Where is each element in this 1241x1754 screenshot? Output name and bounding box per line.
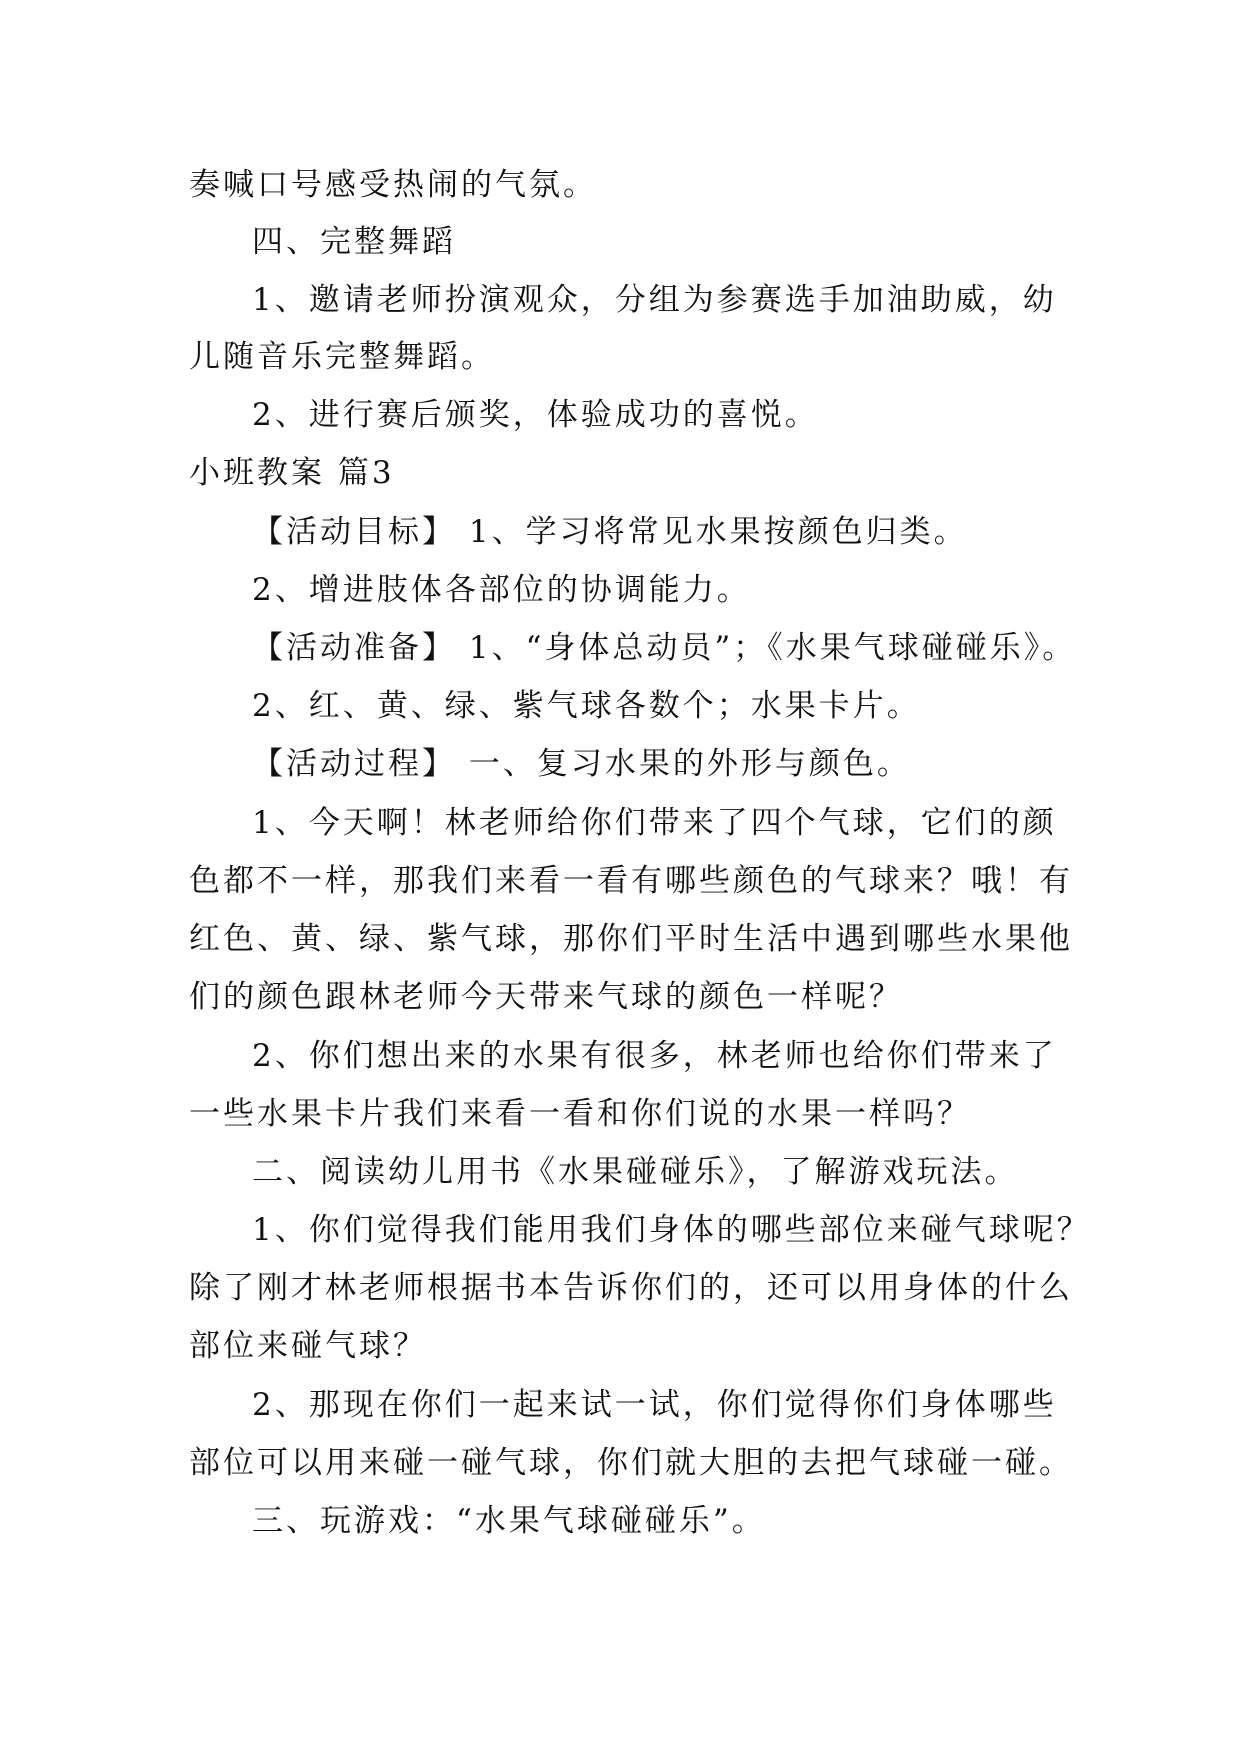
paragraph-line: 部位来碰气球？	[189, 1328, 427, 1364]
paragraph-line: 儿随音乐完整舞蹈。	[189, 339, 495, 375]
paragraph-line: 【活动准备】 1、“身体总动员”；《水果气球碰碰乐》。	[252, 630, 1077, 666]
paragraph-line: 2、进行赛后颁奖，体验成功的喜悦。	[252, 397, 819, 433]
section-heading: 四、完整舞蹈	[252, 224, 456, 260]
section-heading: 三、玩游戏：“水果气球碰碰乐”。	[252, 1503, 766, 1539]
paragraph-line: 部位可以用来碰一碰气球，你们就大胆的去把气球碰一碰。	[189, 1445, 1073, 1481]
paragraph-line: 红色、黄、绿、紫气球，那你们平时生活中遇到哪些水果他	[189, 921, 1073, 957]
paragraph-line: 1、你们觉得我们能用我们身体的哪些部位来碰气球呢？	[252, 1212, 1091, 1248]
section-heading: 二、阅读幼儿用书《水果碰碰乐》，了解游戏玩法。	[252, 1154, 1019, 1190]
paragraph-line: 2、红、黄、绿、紫气球各数个；水果卡片。	[252, 688, 921, 724]
paragraph-line: 2、你们想出来的水果有很多，林老师也给你们带来了	[252, 1038, 1057, 1074]
paragraph-line: 色都不一样，那我们来看一看有哪些颜色的气球来？哦！有	[189, 863, 1073, 899]
paragraph-line: 一些水果卡片我们来看一看和你们说的水果一样吗？	[189, 1096, 971, 1132]
paragraph-line: 【活动目标】 1、学习将常见水果按颜色归类。	[252, 514, 968, 550]
paragraph-line: 2、那现在你们一起来试一试，你们觉得你们身体哪些	[252, 1387, 1057, 1423]
paragraph-line: 2、增进肢体各部位的协调能力。	[252, 572, 751, 608]
article-title: 小班教案 篇3	[189, 455, 395, 491]
paragraph-line: 除了刚才林老师根据书本告诉你们的，还可以用身体的什么	[189, 1270, 1073, 1306]
paragraph-line: 1、邀请老师扮演观众，分组为参赛选手加油助威，幼	[252, 282, 1057, 318]
paragraph-line: 们的颜色跟林老师今天带来气球的颜色一样呢？	[189, 979, 903, 1015]
paragraph-line: 【活动过程】 一、复习水果的外形与颜色。	[252, 746, 911, 782]
paragraph-line: 奏喊口号感受热闹的气氛。	[189, 167, 597, 203]
paragraph-line: 1、今天啊！林老师给你们带来了四个气球，它们的颜	[252, 805, 1057, 841]
